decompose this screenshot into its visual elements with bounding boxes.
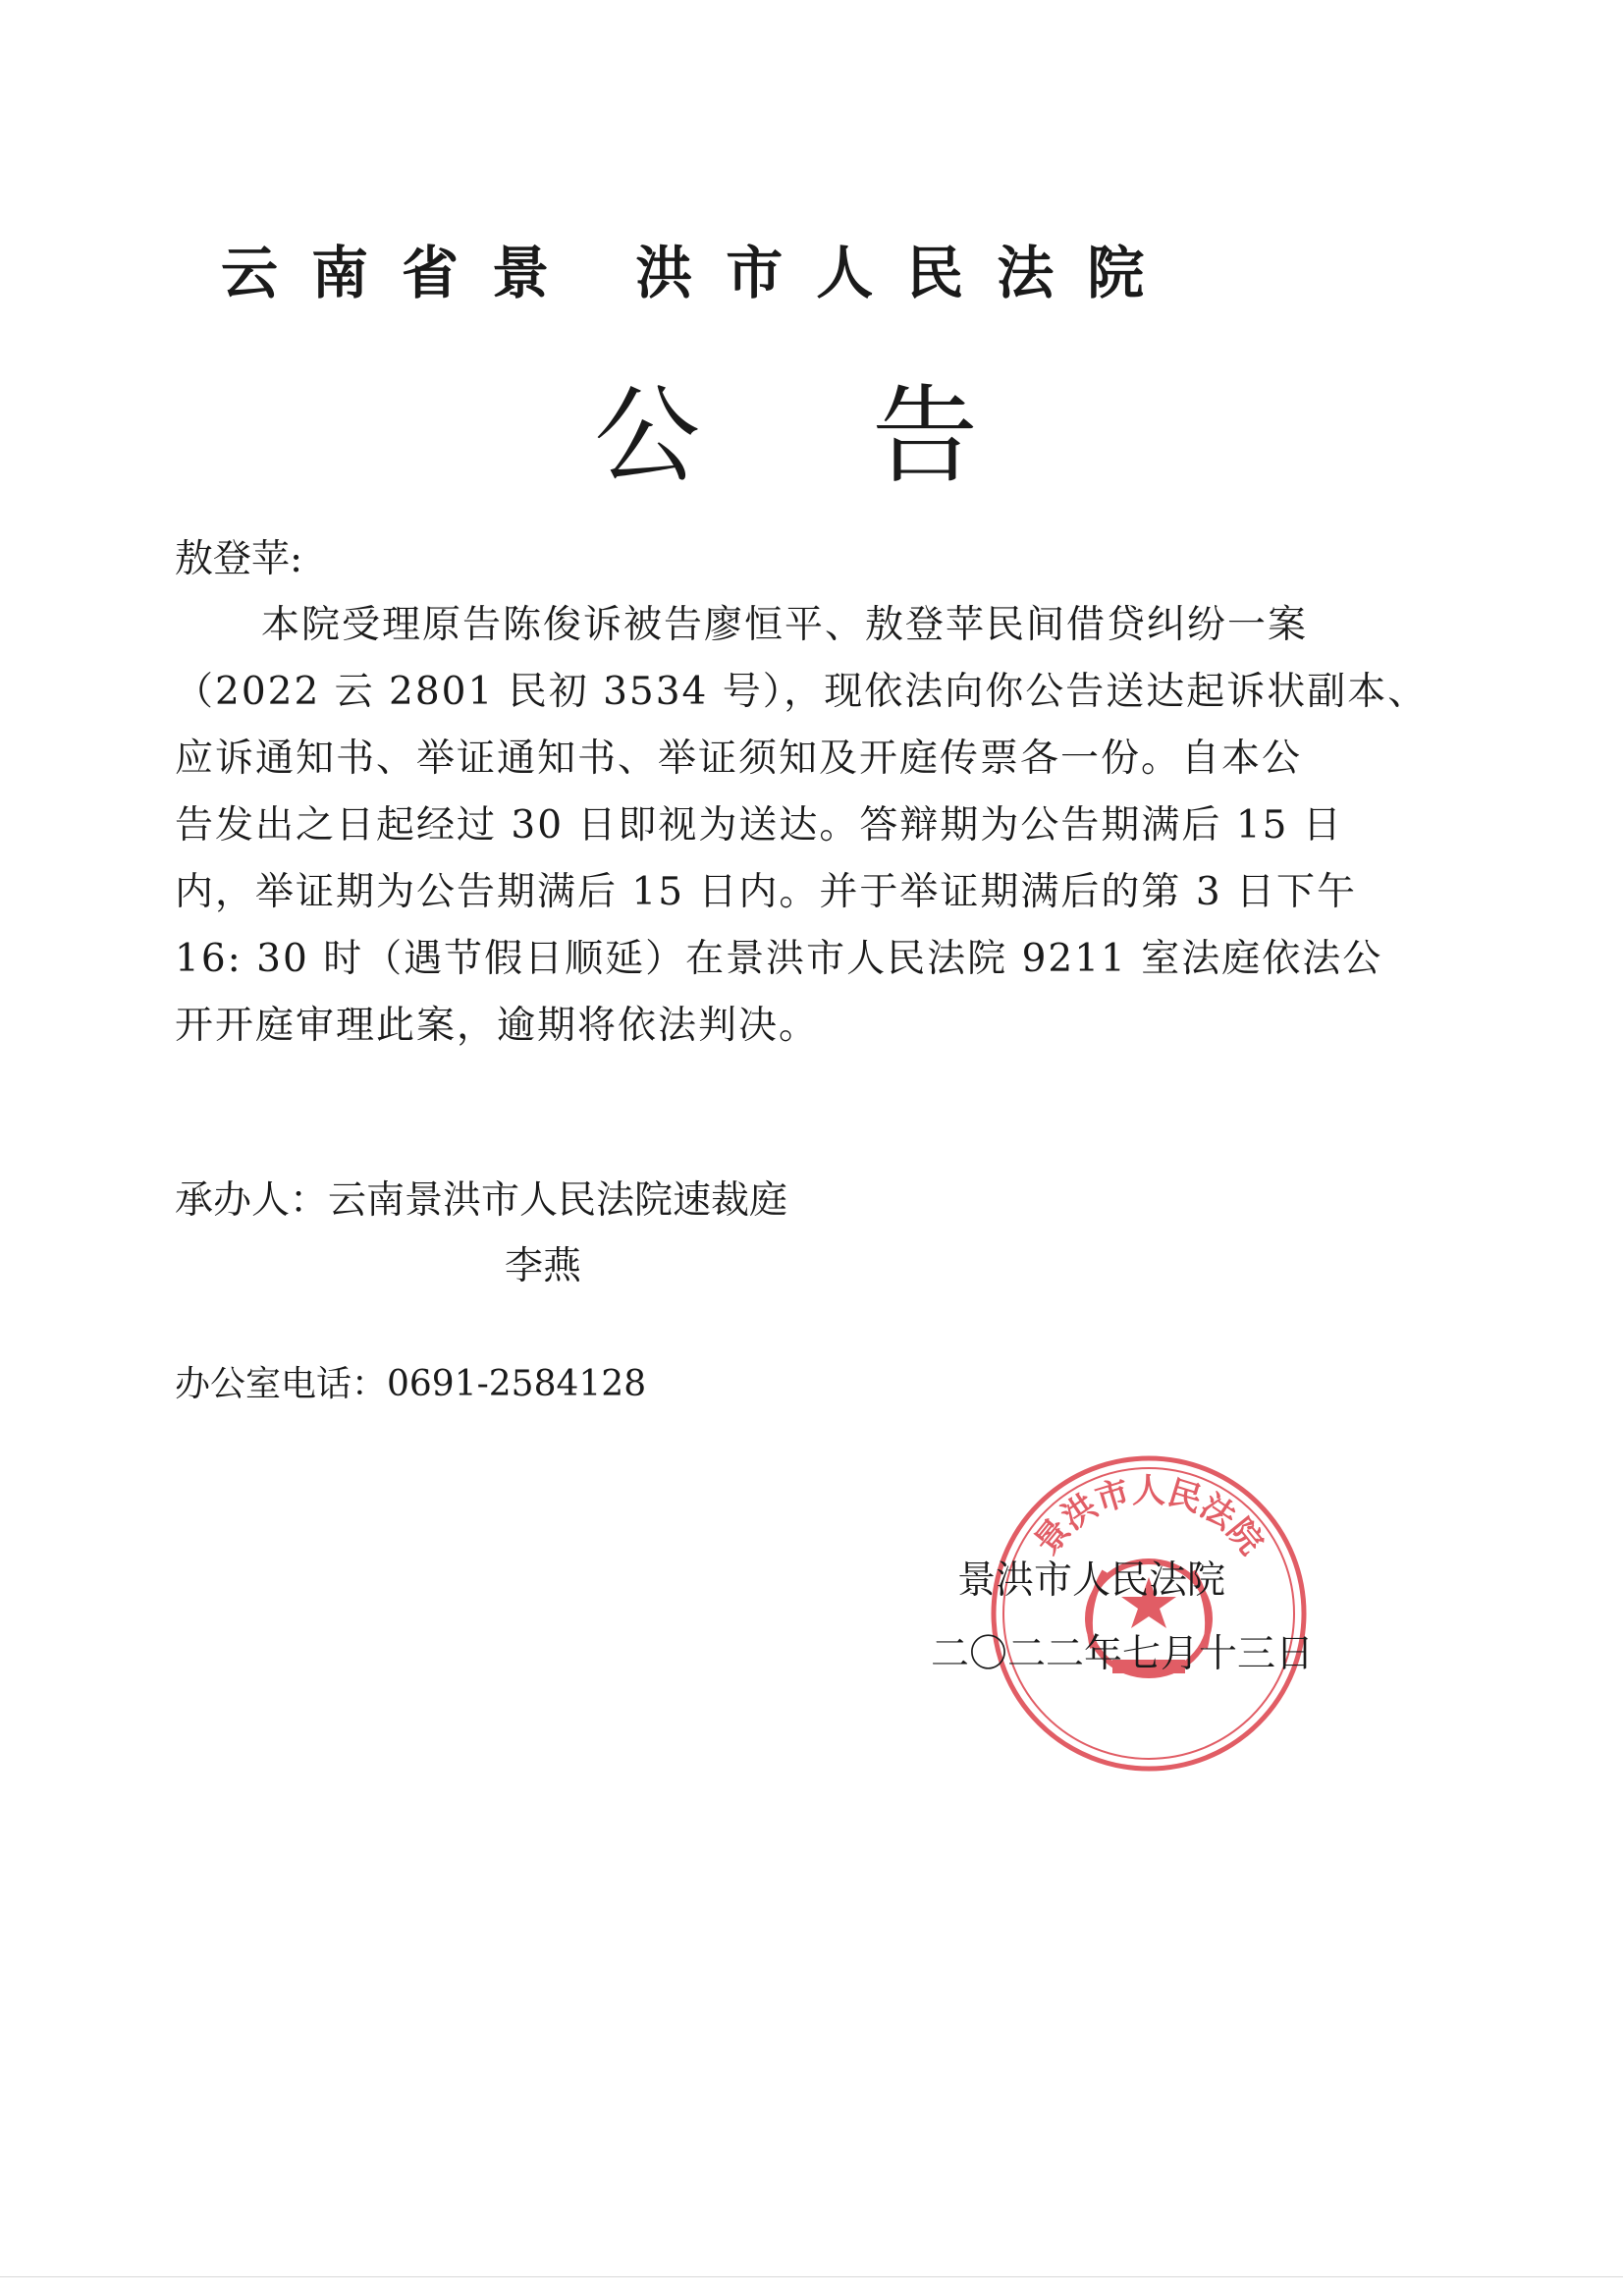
addressee: 敖登苹: bbox=[175, 537, 303, 581]
signature-court: 景洪市人民法院 bbox=[957, 1558, 1226, 1603]
handler-line: 承办人：云南景洪市人民法院速裁庭 bbox=[175, 1178, 788, 1223]
court-title: 云南省景 洪市人民法院 bbox=[221, 240, 1178, 306]
notice-body-line: 应诉通知书、举证通知书、举证须知及开庭传票各一份。自本公 bbox=[175, 737, 1303, 781]
notice-body-line: 内，举证期为公告期满后 15 日内。并于举证期满后的第 3 日下午 bbox=[175, 870, 1358, 914]
signature-date: 二〇二二年七月十三日 bbox=[931, 1632, 1315, 1676]
handler-name: 李燕 bbox=[505, 1244, 582, 1288]
notice-body-line: 16: 30 时（遇节假日顺延）在景洪市人民法院 9211 室法庭依法公 bbox=[175, 937, 1383, 981]
page-edge-rule bbox=[0, 2276, 1623, 2277]
notice-body-line: 本院受理原告陈俊诉被告廖恒平、敖登苹民间借贷纠纷一案 bbox=[261, 603, 1309, 647]
notice-body-line: （2022 云 2801 民初 3534 号），现依法向你公告送达起诉状副本、 bbox=[175, 670, 1429, 714]
document-type-title: 公告 bbox=[594, 375, 1151, 498]
court-seal-icon bbox=[987, 1451, 1311, 1776]
svg-text:景洪市人民法院: 景洪市人民法院 bbox=[1027, 1471, 1271, 1562]
office-phone: 办公室电话：0691-2584128 bbox=[175, 1364, 647, 1404]
notice-body-line: 开开庭审理此案，逾期将依法判决。 bbox=[175, 1004, 820, 1048]
notice-body-line: 告发出之日起经过 30 日即视为送达。答辩期为公告期满后 15 日 bbox=[175, 803, 1343, 847]
